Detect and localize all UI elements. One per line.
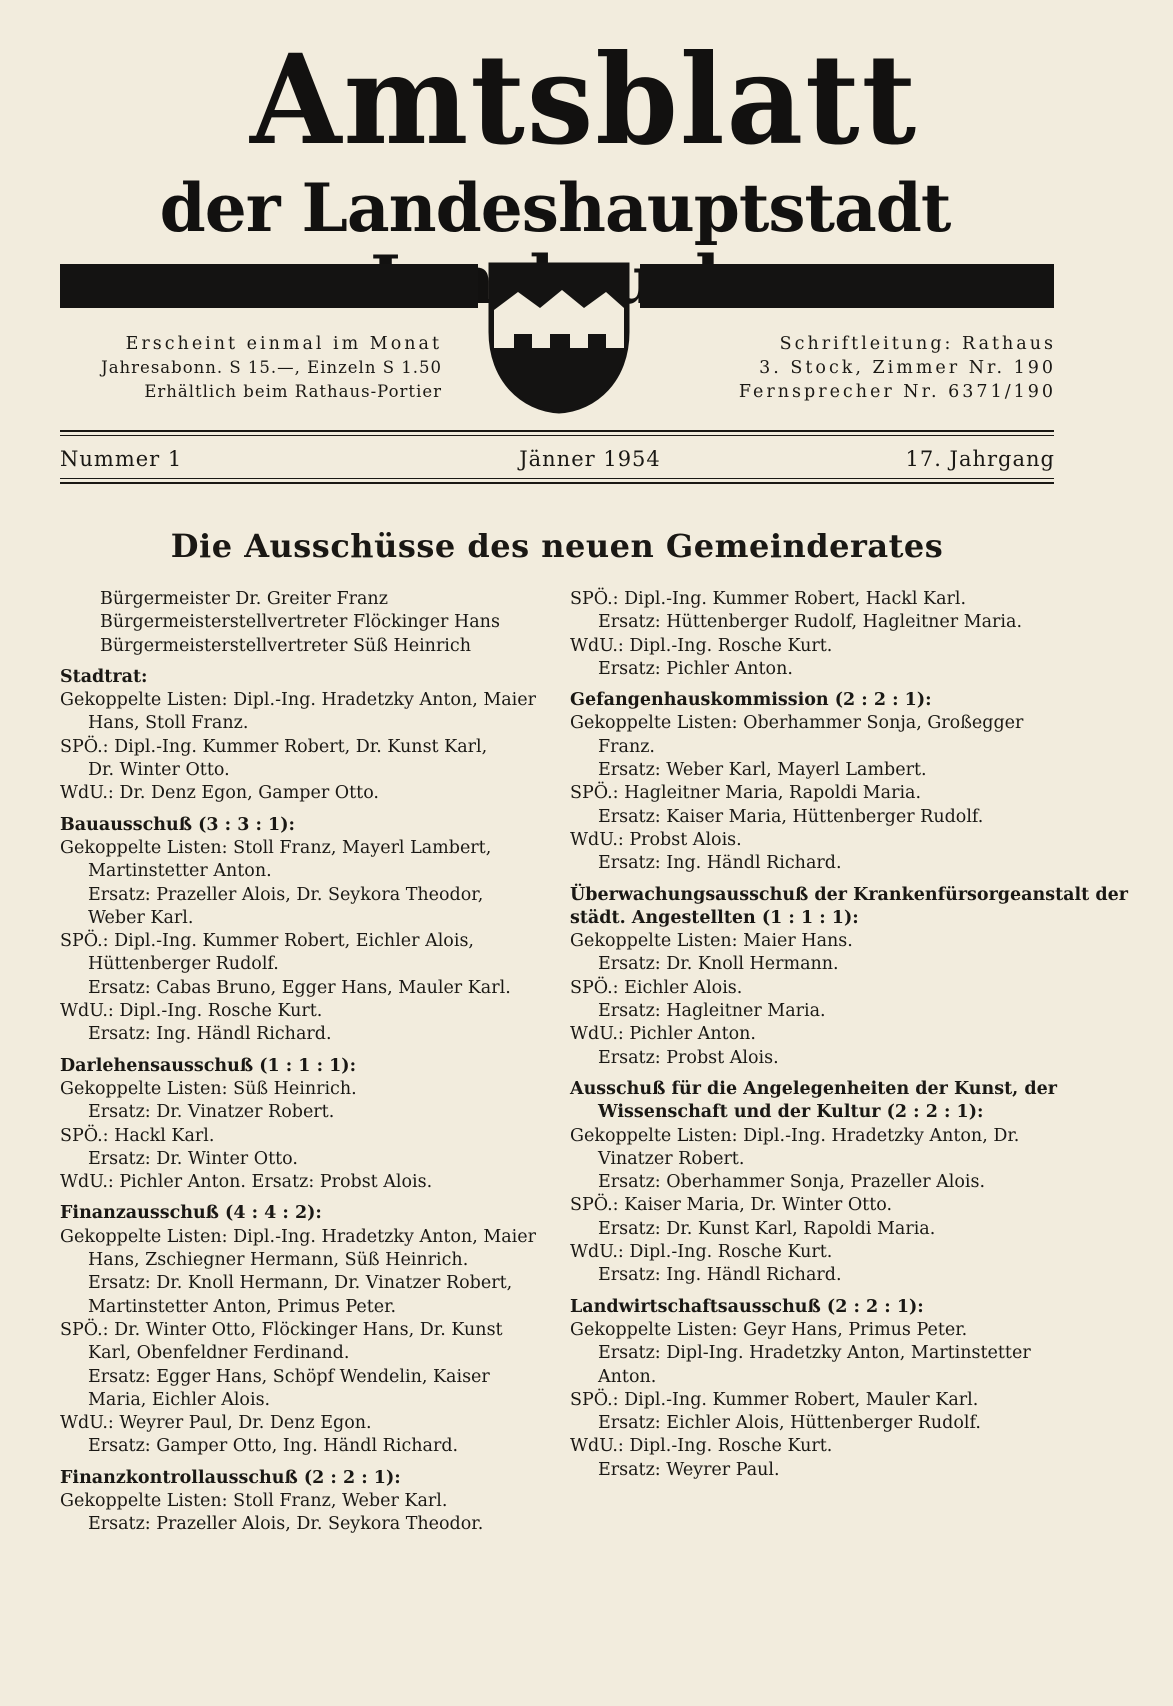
member-line: Karl, Obenfeldner Ferdinand. bbox=[88, 1343, 350, 1364]
committee-heading: Bauausschuß (3 : 3 : 1): bbox=[60, 814, 295, 835]
committee-heading: Finanzkontrollausschuß (2 : 2 : 1): bbox=[60, 1467, 401, 1488]
member-line: Gekoppelte Listen: Süß Heinrich. bbox=[60, 1078, 357, 1099]
masthead-bar-left bbox=[60, 264, 478, 308]
member-line: Ersatz: Kaiser Maria, Hüttenberger Rudolf. bbox=[598, 806, 984, 827]
member-line: WdU.: Dipl.-Ing. Rosche Kurt. bbox=[570, 635, 833, 656]
member-line: Gekoppelte Listen: Geyr Hans, Primus Peter. bbox=[570, 1319, 968, 1340]
masthead-title: Amtsblatt bbox=[250, 26, 919, 173]
member-line: Martinstetter Anton, Primus Peter. bbox=[88, 1296, 397, 1317]
member-line: Ersatz: Prazeller Alois, Dr. Seykora Theodor, bbox=[88, 884, 484, 905]
left-column bbox=[60, 588, 542, 1537]
member-line: Ersatz: Prazeller Alois, Dr. Seykora Theodor. bbox=[88, 1514, 484, 1535]
member-line: Ersatz: Ing. Händl Richard. bbox=[598, 853, 842, 874]
member-line: WdU.: Dipl.-Ing. Rosche Kurt. bbox=[570, 1242, 833, 1263]
info-room: 3. Stock, Zimmer Nr. 190 bbox=[759, 358, 1056, 378]
masthead-bar-right bbox=[640, 264, 1054, 308]
member-line: WdU.: Probst Alois. bbox=[570, 829, 742, 850]
member-line: WdU.: Dr. Denz Egon, Gamper Otto. bbox=[60, 783, 379, 804]
member-line: SPÖ.: Dipl.-Ing. Kummer Robert, Mauler Karl. bbox=[570, 1389, 979, 1410]
member-line: Hans, Stoll Franz. bbox=[88, 713, 249, 734]
member-line: WdU.: Dipl.-Ing. Rosche Kurt. bbox=[60, 1001, 323, 1022]
member-line: Ersatz: Egger Hans, Schöpf Wendelin, Kaiser bbox=[88, 1366, 490, 1387]
member-line: Ersatz: Weber Karl, Mayerl Lambert. bbox=[598, 760, 927, 781]
member-line: Ersatz: Cabas Bruno, Egger Hans, Mauler Karl. bbox=[88, 977, 511, 998]
publication-info bbox=[62, 332, 442, 404]
member-line: SPÖ.: Dipl.-Ing. Kummer Robert, Dr. Kunst Karl, bbox=[60, 736, 488, 757]
masthead-subtitle: der Landeshauptstadt bbox=[159, 169, 951, 247]
member-line: Maria, Eichler Alois. bbox=[88, 1389, 271, 1410]
rule-bottom-1 bbox=[60, 478, 1054, 479]
member-line: Ersatz: Ing. Händl Richard. bbox=[598, 1265, 842, 1286]
member-line: Ersatz: Dr. Vinatzer Robert. bbox=[88, 1102, 335, 1123]
rule-top-1 bbox=[60, 430, 1054, 432]
editorial-info bbox=[672, 332, 1056, 404]
member-line: WdU.: Pichler Anton. Ersatz: Probst Alois. bbox=[60, 1172, 433, 1193]
committee-heading: Überwachungsausschuß der Krankenfürsorgeanstalt der bbox=[570, 884, 1128, 905]
member-line: Ersatz: Ing. Händl Richard. bbox=[88, 1024, 332, 1045]
member-line: Ersatz: Gamper Otto, Ing. Händl Richard. bbox=[88, 1436, 459, 1457]
committee-heading: Stadtrat: bbox=[60, 666, 148, 687]
member-line: SPÖ.: Dr. Winter Otto, Flöckinger Hans, Dr. Kunst bbox=[60, 1319, 503, 1340]
member-line: Gekoppelte Listen: Stoll Franz, Mayerl Lambert, bbox=[60, 837, 492, 858]
member-line: Ersatz: Dipl-Ing. Hradetzky Anton, Martinstetter bbox=[598, 1343, 1031, 1364]
committee-heading-continued: städt. Angestellten (1 : 1 : 1): bbox=[570, 907, 859, 928]
committee-heading: Finanzausschuß (4 : 4 : 2): bbox=[60, 1203, 322, 1224]
member-line: Gekoppelte Listen: Dipl.-Ing. Hradetzky Anton, Maier bbox=[60, 690, 536, 711]
member-line: Ersatz: Dr. Kunst Karl, Rapoldi Maria. bbox=[598, 1218, 936, 1239]
member-line: SPÖ.: Dipl.-Ing. Kummer Robert, Hackl Karl. bbox=[570, 589, 967, 609]
info-editorial-office: Schriftleitung: Rathaus bbox=[779, 334, 1056, 354]
issue-date: Jänner 1954 bbox=[519, 447, 661, 471]
member-line: Vinatzer Robert. bbox=[598, 1148, 745, 1169]
info-availability: Erhältlich beim Rathaus-Portier bbox=[144, 382, 442, 401]
member-line: Franz. bbox=[598, 736, 655, 757]
member-line: Ersatz: Weyrer Paul. bbox=[598, 1459, 780, 1480]
member-line: Ersatz: Oberhammer Sonja, Prazeller Alois. bbox=[598, 1172, 986, 1193]
member-line: Ersatz: Hüttenberger Rudolf, Hagleitner Maria. bbox=[598, 612, 1023, 633]
member-line: Ersatz: Eichler Alois, Hüttenberger Rudolf. bbox=[598, 1413, 981, 1434]
member-line: Bürgermeisterstellvertreter Flöckinger Hans bbox=[100, 612, 500, 633]
member-line: Dr. Winter Otto. bbox=[88, 760, 230, 781]
committee-heading-continued: Wissenschaft und der Kultur (2 : 2 : 1): bbox=[598, 1102, 984, 1123]
member-line: Bürgermeisterstellvertreter Süß Heinrich bbox=[100, 635, 471, 656]
member-line: SPÖ.: Hagleitner Maria, Rapoldi Maria. bbox=[570, 783, 922, 804]
committee-heading: Gefangenhauskommission (2 : 2 : 1): bbox=[570, 690, 932, 711]
right-column bbox=[570, 588, 1128, 1482]
coat-of-arms-icon bbox=[488, 262, 630, 414]
info-frequency: Erscheint einmal im Monat bbox=[125, 334, 442, 354]
member-line: Ersatz: Dr. Winter Otto. bbox=[88, 1148, 298, 1169]
member-line: Martinstetter Anton. bbox=[88, 861, 272, 882]
member-line: Bürgermeister Dr. Greiter Franz bbox=[100, 589, 388, 609]
issue-number: Nummer 1 bbox=[60, 447, 183, 471]
article-headline: Die Ausschüsse des neuen Gemeinderates bbox=[170, 527, 944, 565]
member-line: WdU.: Dipl.-Ing. Rosche Kurt. bbox=[570, 1436, 833, 1457]
committee-heading: Landwirtschaftsausschuß (2 : 2 : 1): bbox=[570, 1296, 924, 1317]
rule-bottom-2 bbox=[60, 482, 1054, 484]
member-line: SPÖ.: Dipl.-Ing. Kummer Robert, Eichler Alois, bbox=[60, 931, 474, 952]
member-line: Ersatz: Probst Alois. bbox=[598, 1047, 779, 1068]
member-line: Hüttenberger Rudolf. bbox=[88, 954, 279, 975]
issue-volume: 17. Jahrgang bbox=[905, 447, 1055, 471]
member-line: SPÖ.: Hackl Karl. bbox=[60, 1125, 215, 1146]
info-price: Jahresabonn. S 15.—, Einzeln S 1.50 bbox=[101, 358, 442, 377]
member-line: Ersatz: Dr. Knoll Hermann. bbox=[598, 954, 839, 975]
member-line: Gekoppelte Listen: Stoll Franz, Weber Karl. bbox=[60, 1490, 448, 1511]
committee-heading: Darlehensausschuß (1 : 1 : 1): bbox=[60, 1055, 357, 1076]
member-line: SPÖ.: Eichler Alois. bbox=[570, 977, 743, 998]
rule-top-2 bbox=[60, 435, 1054, 436]
member-line: Hans, Zschiegner Hermann, Süß Heinrich. bbox=[88, 1250, 469, 1271]
info-phone: Fernsprecher Nr. 6371/190 bbox=[738, 382, 1056, 402]
member-line: Gekoppelte Listen: Dipl.-Ing. Hradetzky Anton, Maier bbox=[60, 1226, 536, 1247]
member-line: Ersatz: Hagleitner Maria. bbox=[598, 1001, 826, 1022]
member-line: Ersatz: Dr. Knoll Hermann, Dr. Vinatzer Robert, bbox=[88, 1273, 513, 1294]
member-line: Weber Karl. bbox=[88, 907, 194, 928]
member-line: WdU.: Weyrer Paul, Dr. Denz Egon. bbox=[60, 1413, 372, 1434]
member-line: Gekoppelte Listen: Oberhammer Sonja, Großegger bbox=[570, 713, 1024, 734]
committee-heading: Ausschuß für die Angelegenheiten der Kunst, der bbox=[570, 1078, 1057, 1099]
member-line: SPÖ.: Kaiser Maria, Dr. Winter Otto. bbox=[570, 1195, 893, 1216]
member-line: Anton. bbox=[598, 1366, 657, 1387]
member-line: WdU.: Pichler Anton. bbox=[570, 1024, 756, 1045]
member-line: Gekoppelte Listen: Dipl.-Ing. Hradetzky Anton, Dr. bbox=[570, 1125, 1020, 1146]
member-line: Ersatz: Pichler Anton. bbox=[598, 658, 793, 679]
member-line: Gekoppelte Listen: Maier Hans. bbox=[570, 931, 853, 952]
